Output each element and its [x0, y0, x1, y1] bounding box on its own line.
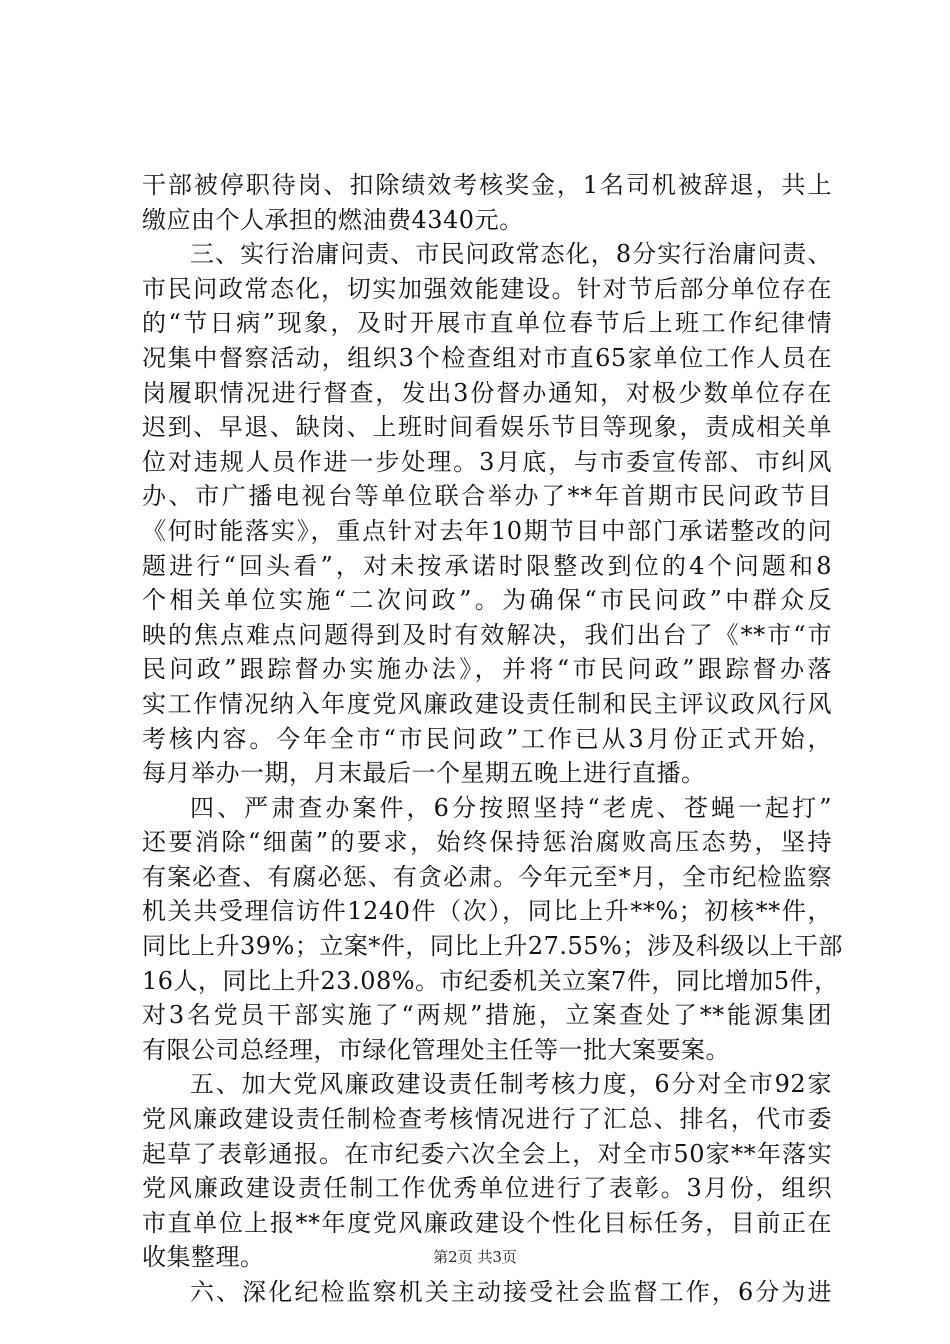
text-line: 有限公司总经理，市绿化管理处主任等一批大案要案。: [142, 1035, 730, 1064]
text-line: 五、加大党风廉政建设责任制考核力度，6分对全市92家: [190, 1070, 832, 1099]
text-line: 《何时能落实》，重点针对去年10期节目中部门承诺整改的问: [142, 516, 832, 545]
text-line: 四、严肃查办案件，6分按照坚持“老虎、苍蝇一起打”: [190, 793, 832, 822]
text-line: 三、实行治庸问责、市民问政常态化，8分实行治庸问责、: [190, 240, 832, 269]
text-line: 党风廉政建设责任制检查考核情况进行了汇总、排名，代市委: [142, 1105, 832, 1134]
text-line: 映的焦点难点问题得到及时有效解决，我们出台了《**市“市: [142, 620, 832, 649]
document-body: [142, 168, 843, 1310]
text-line: 党风廉政建设责任制工作优秀单位进行了表彰。3月份，组织: [142, 1174, 832, 1203]
text-line: 同比上升39%；立案*件，同比上升27.55%；涉及科级以上干部: [142, 932, 843, 961]
text-line: 起草了表彰通报。在市纪委六次全会上，对全市50家**年落实: [142, 1139, 832, 1168]
text-line: 对3名党员干部实施了“两规”措施，立案查处了**能源集团: [142, 1001, 832, 1030]
text-line: 每月举办一期，月末最后一个星期五晚上进行直播。: [142, 759, 706, 788]
text-line: 的“节日病”现象，及时开展市直单位春节后上班工作纪律情: [142, 309, 832, 338]
text-line: 有案必查、有腐必惩、有贪必肃。今年元至*月，全市纪检监察: [142, 862, 832, 891]
page-footer: [0, 1247, 950, 1267]
text-line: 市民问政常态化，切实加强效能建设。针对节后部分单位存在: [142, 274, 832, 303]
text-line: 缴应由个人承担的燃油费4340元。: [142, 205, 524, 234]
text-line: 题进行“回头看”，对未按承诺时限整改到位的4个问题和8: [142, 551, 832, 580]
text-line: 个相关单位实施“二次问政”。为确保“市民问政”中群众反: [142, 586, 832, 615]
text-line: 机关共受理信访件1240件（次），同比上升**%；初核**件，: [142, 897, 832, 926]
text-line: 民问政”跟踪督办实施办法》，并将“市民问政”跟踪督办落: [142, 655, 832, 684]
text-line: 迟到、早退、缺岗、上班时间看娱乐节目等现象，责成相关单: [142, 413, 832, 442]
text-line: 况集中督察活动，组织3个检查组对市直65家单位工作人员在: [142, 343, 832, 372]
text-line: 岗履职情况进行督查，发出3份督办通知，对极少数单位存在: [142, 378, 832, 407]
text-line: 干部被停职待岗、扣除绩效考核奖金，1名司机被辞退，共上: [142, 171, 832, 199]
text-line: 办、市广播电视台等单位联合举办了**年首期市民问政节目: [142, 482, 832, 511]
text-line: 考核内容。今年全市“市民问政”工作已从3月份正式开始，: [142, 724, 832, 753]
text-line: 六、深化纪检监察机关主动接受社会监督工作，6分为进: [190, 1278, 832, 1306]
text-line: 还要消除“细菌”的要求，始终保持惩治腐败高压态势，坚持: [142, 828, 832, 857]
text-line: 实工作情况纳入年度党风廉政建设责任制和民主评议政风行风: [142, 689, 832, 718]
text-line: 位对违规人员作进一步处理。3月底，与市委宣传部、市纠风: [142, 447, 832, 476]
text-line: 收集整理。: [142, 1243, 265, 1272]
text-line: 市直单位上报**年度党风廉政建设个性化目标任务，目前正在: [142, 1208, 832, 1237]
text-line: 16人，同比上升23.08%。市纪委机关立案7件，同比增加5件，: [142, 966, 839, 995]
page-number-label: 第2页 共3页: [433, 1248, 517, 1266]
